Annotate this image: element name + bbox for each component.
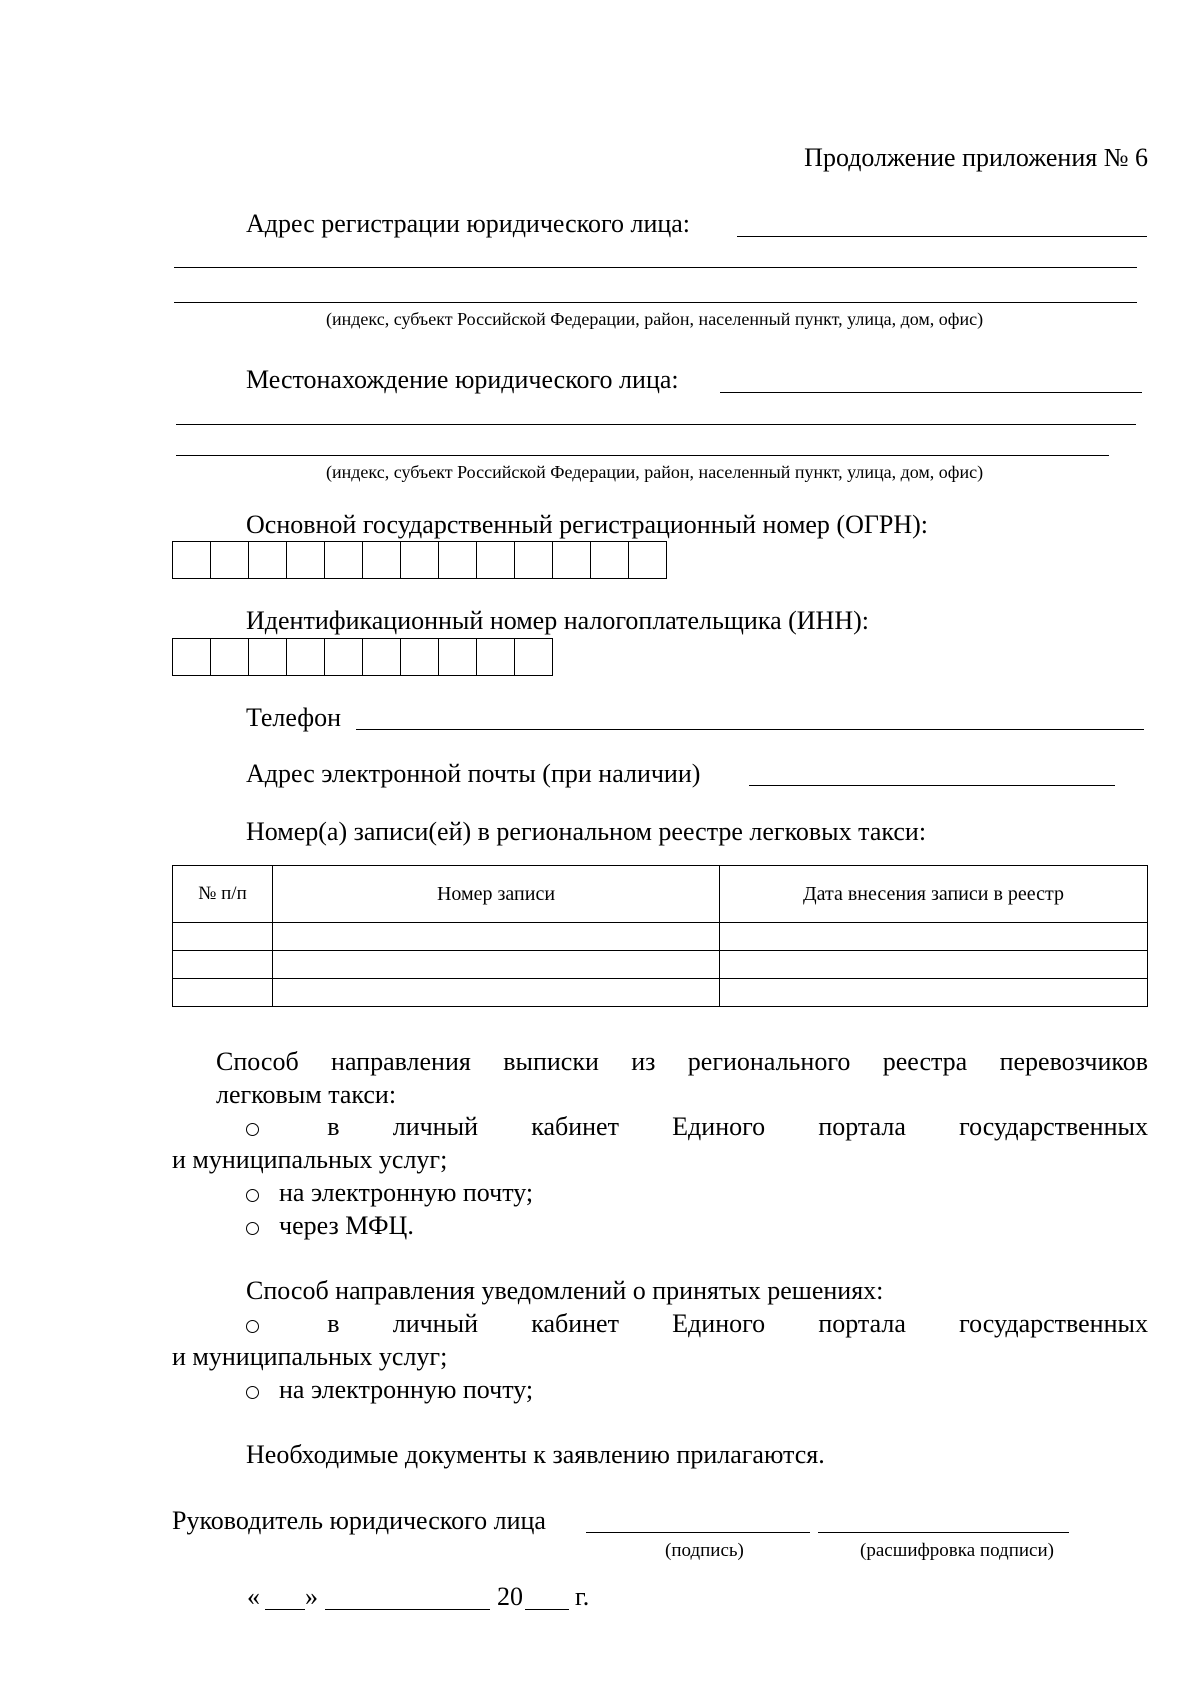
date-open-quote: « <box>247 1582 260 1611</box>
inn-cell[interactable] <box>400 638 439 676</box>
table-header-row <box>173 866 1148 923</box>
date-close-quote: » <box>305 1582 318 1611</box>
notify-option-portal-cont: и муниципальных услуг; <box>172 1342 448 1371</box>
ogrn-cell[interactable] <box>172 541 211 579</box>
date-year-suffix: г. <box>575 1582 590 1611</box>
email-label: Адрес электронной почты (при наличии) <box>246 759 701 788</box>
radio-circle-icon[interactable] <box>246 1112 274 1142</box>
column-header-number: № п/п <box>173 866 273 923</box>
circle-icon <box>246 1123 259 1136</box>
inn-cell[interactable] <box>210 638 249 676</box>
date-day-line[interactable] <box>265 1609 305 1610</box>
word: Единого <box>672 1112 766 1141</box>
signature-line[interactable] <box>586 1532 810 1533</box>
reg-address-line-1[interactable] <box>737 236 1147 237</box>
registry-table <box>172 865 1148 1007</box>
date-month-line[interactable] <box>325 1609 490 1610</box>
ogrn-cell[interactable] <box>286 541 325 579</box>
ogrn-cell[interactable] <box>514 541 553 579</box>
word: портала <box>818 1309 906 1338</box>
table-cell[interactable] <box>720 923 1148 951</box>
table-row <box>173 979 1148 1007</box>
phone-label: Телефон <box>246 703 342 732</box>
inn-cell[interactable] <box>514 638 553 676</box>
ogrn-cell[interactable] <box>248 541 287 579</box>
extract-option-portal-cont: и муниципальных услуг; <box>172 1145 448 1174</box>
signature-name-line[interactable] <box>818 1532 1069 1533</box>
word: портала <box>818 1112 906 1141</box>
inn-cell[interactable] <box>172 638 211 676</box>
extract-option-mfc[interactable] <box>246 1211 414 1241</box>
table-cell[interactable] <box>273 951 720 979</box>
ogrn-cell[interactable] <box>552 541 591 579</box>
ogrn-cell[interactable] <box>400 541 439 579</box>
notify-option-portal[interactable] <box>246 1309 1148 1339</box>
word: кабинет <box>531 1309 619 1338</box>
phone-line[interactable] <box>356 729 1144 730</box>
signature-label: Руководитель юридического лица <box>172 1506 546 1535</box>
table-cell[interactable] <box>173 923 273 951</box>
ogrn-label: Основной государственный регистрационный номер (ОГРН): <box>246 510 929 539</box>
table-cell[interactable] <box>720 951 1148 979</box>
ogrn-cell[interactable] <box>438 541 477 579</box>
reg-address-label: Адрес регистрации юридического лица: <box>246 209 691 238</box>
inn-cell[interactable] <box>362 638 401 676</box>
notify-option-email-label: на электронную почту; <box>279 1375 534 1404</box>
table-cell[interactable] <box>173 951 273 979</box>
word: в <box>327 1309 340 1338</box>
ogrn-cells[interactable] <box>172 541 667 579</box>
signature-hint: (подпись) <box>665 1540 744 1561</box>
radio-circle-icon[interactable] <box>246 1189 259 1202</box>
ogrn-cell[interactable] <box>476 541 515 579</box>
table-cell[interactable] <box>720 979 1148 1007</box>
signature-name-hint: (расшифровка подписи) <box>860 1540 1054 1561</box>
inn-cells[interactable] <box>172 638 553 676</box>
word: кабинет <box>531 1112 619 1141</box>
extract-option-portal[interactable] <box>246 1112 1148 1142</box>
notify-option-email[interactable] <box>246 1375 533 1405</box>
extract-method-title-line2: легковым такси: <box>216 1080 397 1109</box>
attachments-note: Необходимые документы к заявлению прилагаются. <box>246 1440 825 1469</box>
extract-option-mfc-label: через МФЦ. <box>279 1211 414 1240</box>
ogrn-cell[interactable] <box>362 541 401 579</box>
ogrn-cell[interactable] <box>590 541 629 579</box>
word: государственных <box>959 1309 1148 1338</box>
ogrn-cell[interactable] <box>324 541 363 579</box>
radio-circle-icon[interactable] <box>246 1309 274 1339</box>
ogrn-cell[interactable] <box>210 541 249 579</box>
table-cell[interactable] <box>173 979 273 1007</box>
table-cell[interactable] <box>273 923 720 951</box>
table-row <box>173 951 1148 979</box>
inn-cell[interactable] <box>286 638 325 676</box>
location-label: Местонахождение юридического лица: <box>246 365 679 394</box>
radio-circle-icon[interactable] <box>246 1386 259 1399</box>
location-line-2[interactable] <box>176 424 1136 425</box>
location-line-3[interactable] <box>176 455 1109 456</box>
table-cell[interactable] <box>273 979 720 1007</box>
registry-label: Номер(а) записи(ей) в региональном реестре легковых такси: <box>246 817 927 846</box>
reg-address-hint: (индекс, субъект Российской Федерации, район, населенный пункт, улица, дом, офис) <box>326 309 984 329</box>
extract-option-email-label: на электронную почту; <box>279 1178 534 1207</box>
word: личный <box>392 1112 478 1141</box>
word: личный <box>392 1309 478 1338</box>
email-line[interactable] <box>749 785 1115 786</box>
date-year-prefix: 20 <box>497 1582 523 1611</box>
ogrn-cell[interactable] <box>628 541 667 579</box>
inn-cell[interactable] <box>476 638 515 676</box>
word: Единого <box>672 1309 766 1338</box>
date-year-line[interactable] <box>525 1609 569 1610</box>
inn-cell[interactable] <box>248 638 287 676</box>
appendix-header: Продолжение приложения № 6 <box>804 143 1148 172</box>
radio-circle-icon[interactable] <box>246 1222 259 1235</box>
inn-cell[interactable] <box>324 638 363 676</box>
location-hint: (индекс, субъект Российской Федерации, район, населенный пункт, улица, дом, офис) <box>326 462 984 482</box>
extract-option-email[interactable] <box>246 1178 533 1208</box>
word: в <box>327 1112 340 1141</box>
inn-label: Идентификационный номер налогоплательщика (ИНН): <box>246 606 869 635</box>
word: государственных <box>959 1112 1148 1141</box>
circle-icon <box>246 1320 259 1333</box>
extract-method-title-line1: Способ направления выписки из регионального реестра перевозчиков <box>216 1047 1148 1076</box>
inn-cell[interactable] <box>438 638 477 676</box>
notify-method-title: Способ направления уведомлений о принятых решениях: <box>246 1276 884 1305</box>
column-header-record-date: Дата внесения записи в реестр <box>720 866 1148 923</box>
column-header-record-number: Номер записи <box>273 866 720 923</box>
location-line-1[interactable] <box>720 392 1142 393</box>
reg-address-line-2[interactable] <box>174 267 1137 268</box>
reg-address-line-3[interactable] <box>174 302 1137 303</box>
table-row <box>173 923 1148 951</box>
